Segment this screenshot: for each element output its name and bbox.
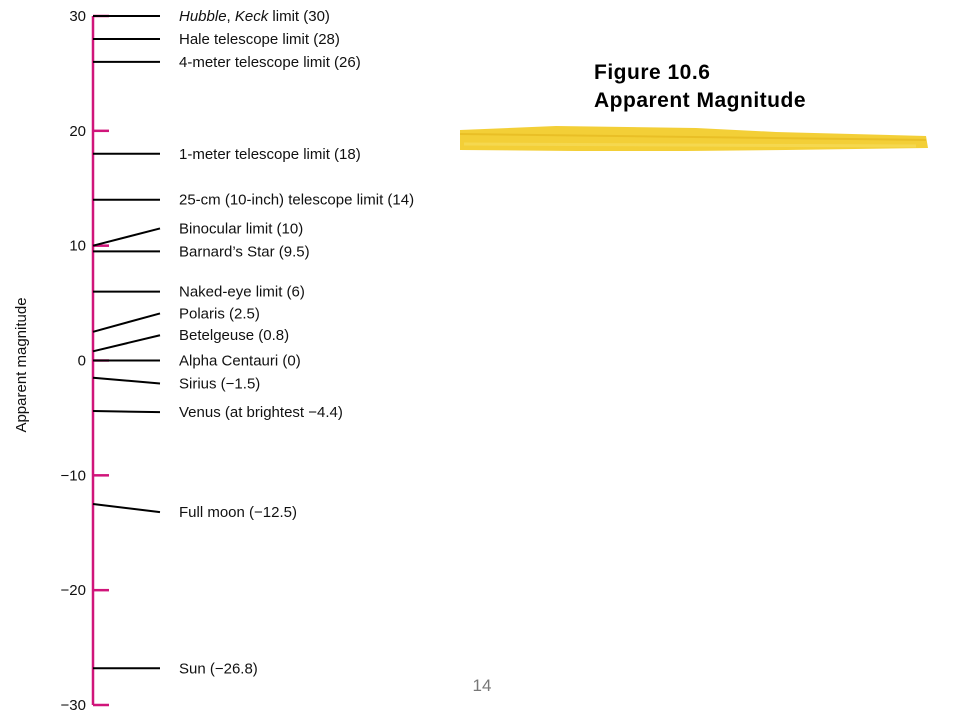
page-number: 14: [472, 676, 492, 695]
object-marker: [93, 228, 160, 245]
object-marker: [93, 504, 160, 512]
object-label: Alpha Centauri (0): [179, 352, 301, 370]
object-label-text: limit (30): [268, 8, 330, 25]
object-label-separator: ,: [226, 8, 235, 25]
figure-number: Figure 10.6: [594, 61, 711, 84]
figure-title: [594, 59, 934, 115]
axis-tick-label: −20: [60, 582, 86, 600]
object-marker: [93, 335, 160, 351]
title-highlight-stroke: [456, 120, 932, 160]
object-marker: [93, 411, 160, 412]
axis-tick-label: −10: [60, 467, 86, 485]
axis-title: Apparent magnitude: [13, 297, 30, 433]
axis-tick-label: 20: [69, 122, 86, 140]
figure-caption: Apparent Magnitude: [594, 89, 806, 112]
axis-tick-label: 10: [69, 237, 86, 255]
axis-tick-label: 0: [77, 352, 86, 370]
object-label: Full moon (−12.5): [179, 504, 297, 522]
axis-tick-labels: [61, 8, 86, 714]
object-label-italic: Hubble: [179, 8, 227, 25]
object-labels: [179, 8, 414, 677]
object-label: Betelgeuse (0.8): [179, 327, 290, 345]
object-label: Venus (at brightest −4.4): [179, 404, 343, 422]
axis-tick-label: 30: [69, 8, 86, 25]
object-label: Barnard’s Star (9.5): [179, 243, 310, 261]
object-label: Hale telescope limit (28): [179, 30, 340, 48]
object-label: Binocular limit (10): [179, 220, 304, 238]
object-label: Sirius (−1.5): [179, 375, 261, 393]
object-label: 25-cm (10-inch) telescope limit (14): [179, 191, 415, 209]
object-marker: [93, 378, 160, 384]
object-label: Polaris (2.5): [179, 305, 260, 323]
object-label: Naked-eye limit (6): [179, 283, 305, 301]
object-label: 4-meter telescope limit (26): [179, 53, 361, 71]
object-markers: [93, 16, 160, 668]
object-label: [179, 8, 330, 25]
object-label-italic: Keck: [234, 8, 269, 25]
axis-tick-label: −30: [60, 697, 86, 714]
object-label: 1-meter telescope limit (18): [179, 145, 361, 163]
object-marker: [93, 313, 160, 331]
object-label: Sun (−26.8): [179, 660, 258, 678]
